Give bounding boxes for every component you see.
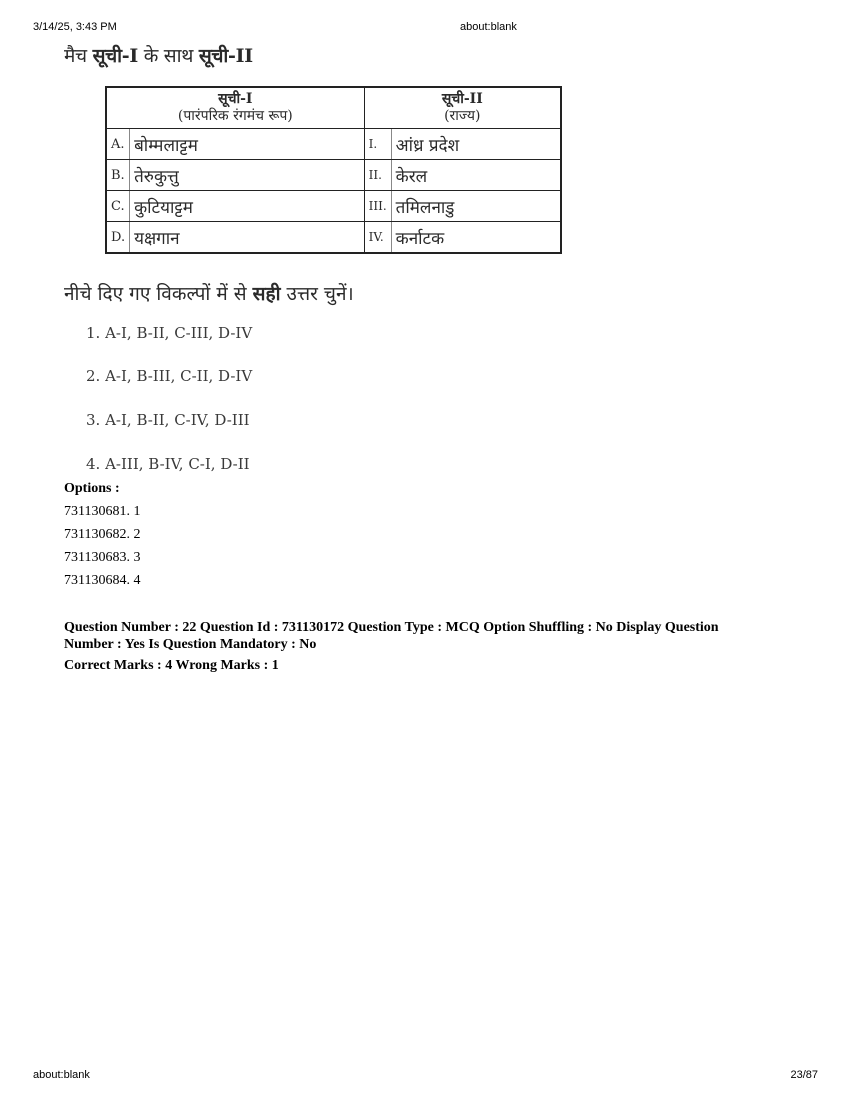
option-id: 731130682. 2 [64,527,141,542]
match-table [105,86,562,254]
marks-line: Correct Marks : 4 Wrong Marks : 1 [64,658,279,673]
list-1-header: सूची-I (पारंपरिक रंगमंच रूप) [106,87,364,129]
list-2-key: II. [364,160,391,191]
list-1-key: A. [106,129,130,160]
list-2-value: कर्नाटक [391,222,561,254]
table-row [106,222,561,254]
option-id: 731130683. 3 [64,550,141,565]
table-row [106,129,561,160]
table-row [106,160,561,191]
answer-choice: 2. A-I, B-III, C-II, D-IV [86,367,253,385]
list-1-key: B. [106,160,130,191]
list-2-key: I. [364,129,391,160]
option-id: 731130684. 4 [64,573,141,588]
print-datetime: 3/14/25, 3:43 PM [33,21,117,33]
option-id: 731130681. 1 [64,504,141,519]
question-meta-line: Number : Yes Is Question Mandatory : No [64,637,317,652]
print-url-footer: about:blank [33,1069,90,1081]
list-2-value: आंध्र प्रदेश [391,129,561,160]
answer-choice: 1. A-I, B-II, C-III, D-IV [86,324,253,342]
table-row [106,191,561,222]
list-1-value: यक्षगान [130,222,365,254]
question-meta-line: Question Number : 22 Question Id : 731130172 Question Type : MCQ Option Shuffling : No Display Question [64,620,719,635]
options-label: Options : [64,481,120,496]
list-1-value: बोम्मलाट्टम [130,129,365,160]
list-2-value: तमिलनाडु [391,191,561,222]
answer-choice: 4. A-III, B-IV, C-I, D-II [86,455,250,473]
question-instruction: नीचे दिए गए विकल्पों में से सही उत्तर चुनें। [64,283,354,305]
list-1-value: कुटियाट्टम [130,191,365,222]
list-2-key: IV. [364,222,391,254]
print-url-header: about:blank [460,21,517,33]
list-1-key: C. [106,191,130,222]
page-number: 23/87 [790,1069,818,1081]
list-2-key: III. [364,191,391,222]
list-1-key: D. [106,222,130,254]
list-2-value: केरल [391,160,561,191]
list-1-value: तेरुकुत्तु [130,160,365,191]
answer-choice: 3. A-I, B-II, C-IV, D-III [86,411,250,429]
question-title: मैच सूची-I के साथ सूची-II [64,45,253,67]
list-2-header: सूची-II (राज्य) [364,87,561,129]
table-header-row [106,87,561,129]
